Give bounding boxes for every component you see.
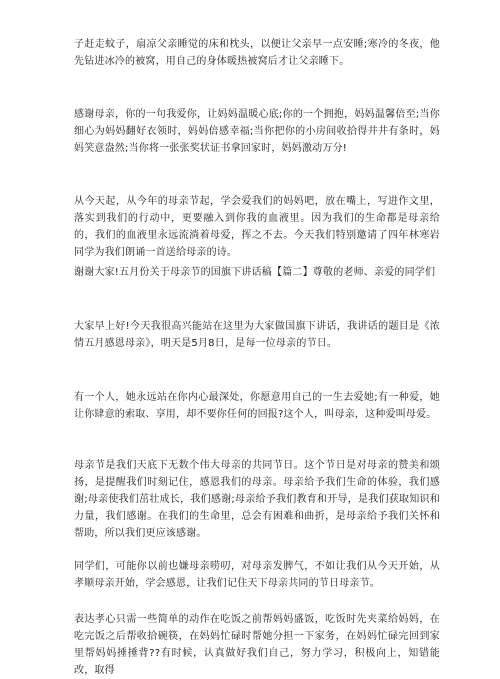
- paragraph-8: 同学们，可能你以前也嫌母亲唠叨，对母亲发脾气，不如让我们从今天开始，从孝顺母亲开始，学会感恩，让我们记住天下母亲共同的节日母亲节。: [74, 561, 440, 589]
- paragraph-6: 有一个人，她永远站在你内心最深处，你愿意用自己的一生去爱她;有一种爱，她让你肆意的索取、享用，却不要你任何的回报?这个人，叫母亲，这种爱叫母爱。: [74, 392, 440, 420]
- paragraph-1: 子赶走蚊子，扇凉父亲睡觉的床和枕头，以便让父亲早一点安睡;寒冷的冬夜，他先钻进冰冷的被窝，用自己的身体暖热被窝后才让父亲睡下。: [74, 39, 440, 67]
- paragraph-5: 大家早上好!今天我很高兴能站在这里为大家做国旗下讲话，我讲话的题目是《浓情五月感恩母亲》，明天是5月8日，是每一位母亲的节日。: [74, 321, 440, 349]
- speech-title-paragraph: 谢谢大家!五月份关于母亲节的国旗下讲话稿【篇二】尊敬的老师、亲爱的同学们: [74, 267, 436, 278]
- paragraph-2: 感谢母亲，你的一句我爱你，让妈妈温暖心底;你的一个拥抱，妈妈温馨倍至;当你细心为妈妈翻好衣领时，妈妈倍感幸福;当你把你的小房间收拾得井井有条时，妈妈笑意盎然;当你将一张张奖状证书拿回家时，妈妈激动万分!: [74, 109, 440, 154]
- paragraph-3: 从今天起，从今年的母亲节起，学会爱我们的妈妈吧，放在嘴上，写进作文里，落实到我们的行动中，更要融入到你我的血液里。因为我们的生命都是母亲给的，我们的血液里永远流淌着母爱，挥之不去。今天我们特别邀请了四年林寒岩同学为我们朗诵一首送给母亲的诗。: [74, 196, 440, 258]
- paragraph-7: 母亲节是我们天底下无数个伟大母亲的共同节日。这个节日是对母亲的赞美和颂扬，是提醒我们时刻记住，感恩我们的母亲。母亲给予我们生命的体验，我们感谢;母亲使我们茁壮成长，我们感谢;母亲给予我们教育和开导，是我们获取知识和力量，我们感谢。在我们的生命里，总会有困难和曲折，是母亲给予我们关怀和帮助，所以我们更应该感谢。: [74, 460, 440, 539]
- paragraph-9: 表达孝心只需一些简单的动作在吃饭之前帮妈妈盛饭，吃饭时先夹菜给妈妈，在吃完饭之后帮收拾碗筷，在妈妈忙碌时帮她分担一下家务，在妈妈忙碌完回到家里帮妈妈捶捶背??有时候，认真做好我们自己，努力学习，积极向上，知错能改，取得: [74, 614, 440, 676]
